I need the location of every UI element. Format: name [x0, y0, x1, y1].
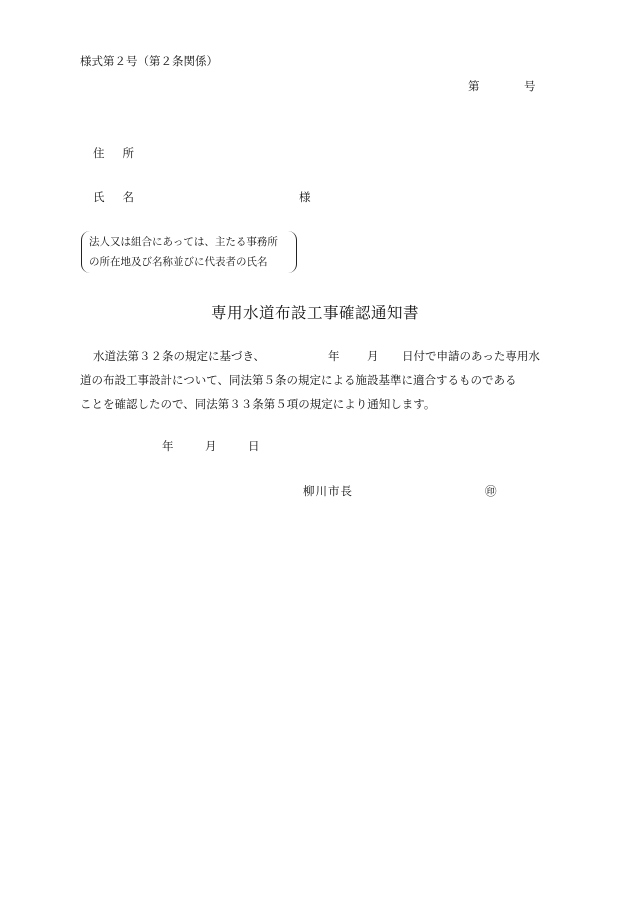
- body-text: 水道法第３２条の規定に基づき、: [93, 349, 266, 363]
- body-text: 日付で申請のあった専用水: [402, 349, 540, 363]
- note-line: の所在地及び名称並びに代表者の氏名: [89, 256, 268, 268]
- date-day-label: 日: [248, 439, 260, 453]
- issuer-name: 柳川市長: [303, 484, 353, 498]
- seal-mark: ㊞: [485, 484, 497, 498]
- body-text: ことを確認したので、同法第３３条第５項の規定により通知します。: [80, 397, 436, 411]
- application-year-label: 年: [328, 349, 340, 363]
- form-number: 様式第２号（第２条関係）: [80, 54, 218, 68]
- document-title: 専用水道布設工事確認通知書: [210, 304, 419, 322]
- name-label: 氏名: [93, 190, 152, 204]
- body-text: 道の布設工事設計について、同法第５条の規定による施設基準に適合するものである: [80, 373, 517, 387]
- date-year-label: 年: [162, 439, 174, 453]
- document-number-suffix: 号: [524, 79, 536, 93]
- note-line: 法人又は組合にあっては、主たる事務所: [89, 236, 278, 248]
- date-month-label: 月: [205, 439, 217, 453]
- document-number-prefix: 第: [468, 79, 480, 93]
- application-month-label: 月: [367, 349, 379, 363]
- honorific: 様: [299, 190, 311, 204]
- address-label: 住所: [93, 146, 152, 160]
